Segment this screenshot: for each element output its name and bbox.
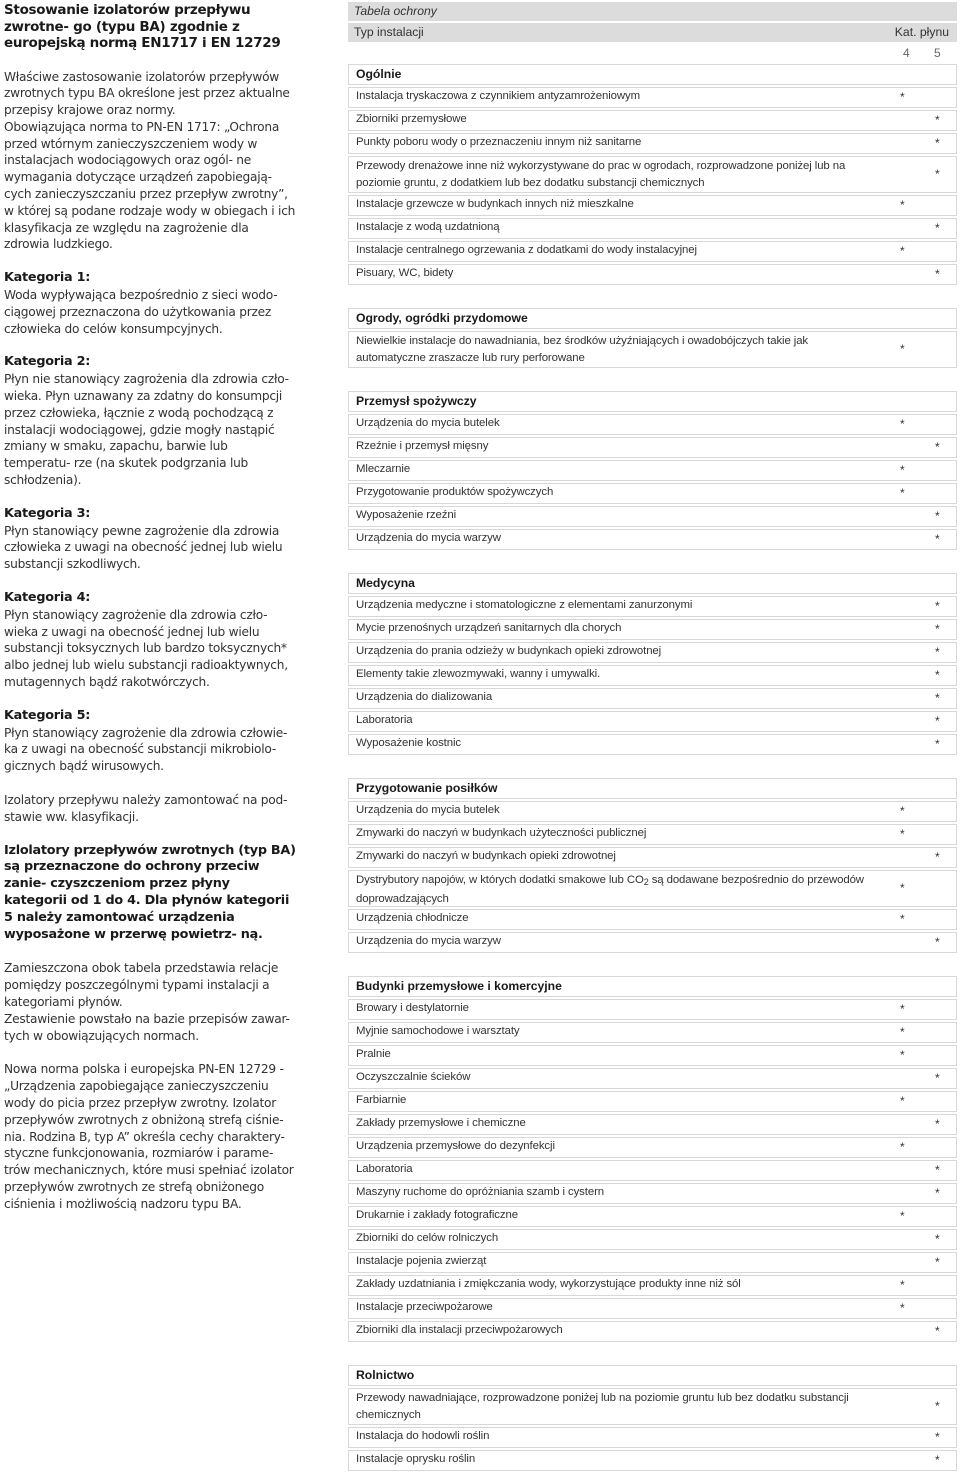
installation-type: Instalacje przeciwpożarowe: [356, 1301, 493, 1313]
table-row: [348, 1091, 957, 1112]
category-marker: *: [900, 463, 905, 477]
column-fluid-category: Kat. płynu: [894, 25, 949, 39]
category-marker: *: [900, 90, 905, 104]
category-5-title: Kategoria 5:: [4, 707, 91, 723]
installation-type: Urządzenia do mycia warzyw: [356, 532, 501, 544]
table-row: [348, 1427, 957, 1448]
category-marker: *: [935, 668, 940, 682]
category-marker: *: [935, 1071, 940, 1085]
section-heading: Ogólnie: [348, 64, 957, 85]
table-row: [348, 218, 957, 239]
table-row: [348, 688, 957, 709]
category-marker: *: [935, 532, 940, 546]
table-section: [348, 64, 957, 285]
table-row: [348, 909, 957, 930]
installation-type: Instalacja do hodowli roślin: [356, 1430, 490, 1442]
table-row: [348, 711, 957, 732]
category-marker: *: [900, 1048, 905, 1062]
category-marker: *: [900, 1094, 905, 1108]
installation-type: Drukarnie i zakłady fotograficzne: [356, 1209, 518, 1221]
table-row: [348, 870, 957, 907]
category-marker: *: [935, 1453, 940, 1467]
installation-type: Urządzenia do mycia butelek: [356, 804, 500, 816]
installation-type: Przygotowanie produktów spożywczych: [356, 486, 554, 498]
section-gap: [348, 1344, 957, 1365]
table-section: [348, 1365, 957, 1471]
installation-type: Instalacje centralnego ogrzewania z dodatkami do wody instalacyjnej: [356, 244, 697, 256]
installation-type: Maszyny ruchome do opróżniania szamb i cystern: [356, 1186, 605, 1198]
table-row: [348, 414, 957, 435]
table-row: [348, 156, 957, 193]
usage-bold-paragraph: Izlolatory przepływów zwrotnych (typ BA) są przeznaczone do ochrony przeciw zanie- czyszczeniom przez płyny kategorii od 1 do 4. Dla płynów kategorii 5 należy zamontować urządzenia wyposażone w przerwę powietrz- ną.: [4, 842, 296, 942]
installation-type: Myjnie samochodowe i warsztaty: [356, 1025, 520, 1037]
table-row: [348, 999, 957, 1020]
category-marker: *: [900, 486, 905, 500]
category-2-title: Kategoria 2:: [4, 354, 91, 370]
table-row: [348, 1321, 957, 1342]
category-marker: *: [935, 1186, 940, 1200]
installation-type: Pisuary, WC, bidety: [356, 267, 454, 279]
installation-type: Mleczarnie: [356, 463, 411, 475]
table-row: [348, 437, 957, 458]
category-4-text: Płyn stanowiący zagrożenie dla zdrowia czło- wieka z uwagi na obecność jednej lub wielu substancji toksycznych lub bardzo toksycznych* albo jednej lub wielu substancji radioaktywnych, mutagennych bądź rakotwórczych.: [4, 607, 288, 689]
category-marker: *: [900, 1002, 905, 1016]
category-2-text: Płyn nie stanowiący zagrożenia dla zdrowia czło- wieka. Płyn uznawany za zdatny do konsumpcji przez człowieka, łącznie z wodą pochodzącą z instalacji wodociągowej, gdzie mogły nastąpić zmiany w smaku, zapachu, barwie lub temperatu- rze (na skutek podgrzania lub schłodzenia).: [4, 372, 289, 488]
category-marker: *: [935, 1255, 940, 1269]
table-row: [348, 1183, 957, 1204]
category-marker: *: [900, 804, 905, 818]
intro-paragraph: Właściwe zastosowanie izolatorów przepływów zwrotnych typu BA określone jest przez aktualne przepisy krajowe oraz normy.: [4, 69, 290, 118]
table-title: Tabela ochrony: [348, 2, 957, 21]
category-marker: *: [900, 1209, 905, 1223]
category-marker: *: [935, 267, 940, 281]
table-row: [348, 1160, 957, 1181]
subscript-2: 2: [643, 877, 649, 887]
category-marker: *: [900, 417, 905, 431]
category-marker: *: [900, 1140, 905, 1154]
table-row: [348, 665, 957, 686]
section-heading: Rolnictwo: [348, 1365, 957, 1386]
table-row: [348, 506, 957, 527]
category-marker: *: [935, 1324, 940, 1338]
installation-type: Laboratoria: [356, 714, 413, 726]
section-gap: [348, 552, 957, 573]
new-norm-paragraph: Nowa norma polska i europejska PN-EN 12729 - „Urządzenia zapobiegające zanieczyszczeniu wody do picia przez przepływ zwrotny. Izolator przepływów zwrotnych z obniżoną strefą ciśnie- nia. Rodzina B, typ A” określa cechy charaktery- styczne funkcjonowania, rozmiarów i parame- trów mechanicznych, które musi spełniać izolator przepływów zwrotnych ze strefą obniżonego ciśnienia i możliwością nadzoru typu BA.: [4, 1062, 294, 1211]
table-row: [348, 1388, 957, 1425]
installation-type: Laboratoria: [356, 1163, 413, 1175]
category-marker: *: [900, 244, 905, 258]
table-note-2: Zestawienie powstało na bazie przepisów zawar- tych w obowiązujących normach.: [4, 1011, 290, 1043]
table-row: [348, 1275, 957, 1296]
installation-type: Zmywarki do naczyń w budynkach użyteczności publicznej: [356, 827, 647, 839]
table-row: [348, 619, 957, 640]
installation-type: Urządzenia do prania odzieży w budynkach opieki zdrowotnej: [356, 645, 662, 657]
table-row: [348, 932, 957, 953]
category-marker: *: [935, 509, 940, 523]
installation-type: Urządzenia do mycia butelek: [356, 417, 500, 429]
category-4-title: Kategoria 4:: [4, 590, 91, 606]
table-row: [348, 734, 957, 755]
column-cat-4: 4: [903, 46, 910, 60]
table-row: [348, 1137, 957, 1158]
category-marker: *: [900, 912, 905, 926]
installation-type: Instalacje z wodą uzdatnioną: [356, 221, 500, 233]
table-row: [348, 824, 957, 845]
table-section: [348, 391, 957, 550]
installation-type: Zbiorniki dla instalacji przeciwpożarowych: [356, 1324, 563, 1336]
section-heading: Ogrody, ogródki przydomowe: [348, 308, 957, 329]
table-row: [348, 847, 957, 868]
installation-type: Urządzenia medyczne i stomatologiczne z elementami zanurzonymi: [356, 599, 693, 611]
category-marker: *: [935, 440, 940, 454]
table-row: [348, 264, 957, 285]
category-marker: *: [935, 1117, 940, 1131]
category-1-title: Kategoria 1:: [4, 270, 91, 286]
installation-type: Mycie przenośnych urządzeń sanitarnych dla chorych: [356, 622, 622, 634]
category-marker: *: [900, 881, 905, 895]
table-row: [348, 1068, 957, 1089]
category-marker: *: [900, 827, 905, 841]
table-row: [348, 331, 957, 368]
installation-type: Dystrybutory napojów, w których dodatki smakowe lub $CO_2$ są dodawane bezpośrednio do przewodów doprowadzających: [356, 874, 864, 905]
category-marker: *: [935, 1430, 940, 1444]
installation-type: Rzeźnie i przemysł mięsny: [356, 440, 489, 452]
installation-type: Browary i destylatornie: [356, 1002, 469, 1014]
installation-type: Urządzenia do dializowania: [356, 691, 493, 703]
installation-type: Instalacja tryskaczowa z czynnikiem antyzamrożeniowym: [356, 90, 640, 102]
protection-table: [348, 2, 957, 1473]
installation-type: Pralnie: [356, 1048, 391, 1060]
section-gap: [348, 955, 957, 976]
install-note: Izolatory przepływu należy zamontować na pod- stawie ww. klasyfikacji.: [4, 792, 288, 824]
category-5-text: Płyn stanowiący zagrożenie dla zdrowia człowie- ka z uwagi na obecność substancji mikrobiolo- gicznych bądź wirusowych.: [4, 725, 288, 774]
installation-type: Farbiarnie: [356, 1094, 407, 1106]
category-3-title: Kategoria 3:: [4, 505, 91, 521]
column-installation-type: Typ instalacji: [354, 25, 424, 39]
installation-type: Zmywarki do naczyń w budynkach opieki zdrowotnej: [356, 850, 616, 862]
category-marker: *: [935, 1399, 940, 1413]
installation-type: Zbiorniki przemysłowe: [356, 113, 467, 125]
category-marker: *: [935, 1163, 940, 1177]
installation-type: Urządzenia do mycia warzyw: [356, 935, 501, 947]
section-heading: Budynki przemysłowe i komercyjne: [348, 976, 957, 997]
installation-type: Zakłady przemysłowe i chemiczne: [356, 1117, 526, 1129]
table-row: [348, 642, 957, 663]
installation-type: Punkty poboru wody o przeznaczeniu innym niż sanitarne: [356, 136, 642, 148]
installation-type: Wyposażenie kostnic: [356, 737, 461, 749]
category-marker: *: [935, 167, 940, 181]
table-row: [348, 1252, 957, 1273]
category-marker: *: [900, 1301, 905, 1315]
table-row: [348, 460, 957, 481]
category-marker: *: [935, 136, 940, 150]
table-note-1: Zamieszczona obok tabela przedstawia relacje pomiędzy poszczególnymi typami instalacji a kategoriami płynów.: [4, 961, 279, 1009]
section-gap: [348, 370, 957, 391]
installation-type: Wyposażenie rzeźni: [356, 509, 457, 521]
table-row: [348, 87, 957, 108]
category-3-text: Płyn stanowiący pewne zagrożenie dla zdrowia człowieka z uwagi na obecność jednej lub wielu substancji szkodliwych.: [4, 523, 283, 572]
table-row: [348, 1022, 957, 1043]
table-row: [348, 241, 957, 262]
installation-type: Instalacje oprysku roślin: [356, 1453, 476, 1465]
table-section: [348, 308, 957, 368]
table-row: [348, 1114, 957, 1135]
category-marker: *: [935, 622, 940, 636]
installation-type: Zakłady uzdatniania i zmiękczania wody, wykorzystujące produkty inne niż sól: [356, 1278, 741, 1290]
installation-type: Elementy takie zlewozmywaki, wanny i umywalki.: [356, 668, 601, 680]
norm-paragraph: Obowiązująca norma to PN-EN 1717: „Ochrona przed wtórnym zanieczyszczeniem wody w instalacjach wodociągowych oraz ogól- ne wymagania dotyczące urządzeń zapobiegają- cych zanieczyszczaniu przez przepływ zwrotny”, w której są podane rodzaje wody w obiegach i ich klasyfikacja ze względu na zagrożenie dla zdrowia ludzkiego.: [4, 119, 296, 252]
installation-type: Przewody drenażowe inne niż wykorzystywane do prac w ogrodach, rozprowadzone poniżej lub na poziomie gruntu, z dodatkiem lub bez dodatku substancji chemicznych: [356, 160, 846, 189]
table-sections: [348, 64, 957, 1471]
category-marker: *: [935, 691, 940, 705]
page-heading: Stosowanie izolatorów przepływu zwrotne- go (typu BA) zgodnie z europejską normą EN1717 i EN 12729: [4, 2, 281, 51]
category-marker: *: [935, 599, 940, 613]
table-row: [348, 1045, 957, 1066]
category-marker: *: [935, 113, 940, 127]
installation-type: Niewielkie instalacje do nawadniania, bez środków użyźniających i owadobójczych takie jak automatyczne zraszacze lub rury perforowane: [356, 335, 809, 364]
section-heading: Przygotowanie posiłków: [348, 778, 957, 799]
table-section: [348, 573, 957, 755]
installation-type: Urządzenia chłodnicze: [356, 912, 469, 924]
section-gap: [348, 287, 957, 308]
table-row: [348, 1450, 957, 1471]
installation-type: Urządzenia przemysłowe do dezynfekcji: [356, 1140, 555, 1152]
category-marker: *: [900, 1025, 905, 1039]
installation-type: Zbiorniki do celów rolniczych: [356, 1232, 499, 1244]
table-row: [348, 801, 957, 822]
category-marker: *: [935, 221, 940, 235]
table-row: [348, 1229, 957, 1250]
category-marker: *: [935, 737, 940, 751]
section-heading: Przemysł spożywczy: [348, 391, 957, 412]
section-heading: Medycyna: [348, 573, 957, 594]
table-row: [348, 483, 957, 504]
left-column: [4, 2, 296, 1213]
installation-type: Instalacje grzewcze w budynkach innych niż mieszkalne: [356, 198, 634, 210]
category-columns: [348, 42, 957, 64]
table-section: [348, 976, 957, 1342]
category-marker: *: [900, 342, 905, 356]
category-marker: *: [935, 714, 940, 728]
category-1-text: Woda wypływająca bezpośrednio z sieci wodo- ciągowej przeznaczona do użytkowania przez człowieka do celów konsumpcyjnych.: [4, 288, 278, 336]
table-section: [348, 778, 957, 953]
table-row: [348, 529, 957, 550]
category-marker: *: [935, 935, 940, 949]
category-marker: *: [935, 1232, 940, 1246]
installation-type: Oczyszczalnie ścieków: [356, 1071, 471, 1083]
table-row: [348, 195, 957, 216]
table-row: [348, 133, 957, 154]
category-marker: *: [900, 1278, 905, 1292]
category-marker: *: [900, 198, 905, 212]
installation-type: Przewody nawadniające, rozprowadzone poniżej lub na poziomie gruntu lub bez dodatku substancji chemicznych: [356, 1392, 849, 1421]
column-cat-5: 5: [934, 46, 941, 60]
table-header: [348, 23, 957, 42]
table-row: [348, 1206, 957, 1227]
installation-type: Instalacje pojenia zwierząt: [356, 1255, 487, 1267]
category-marker: *: [935, 645, 940, 659]
section-gap: [348, 757, 957, 778]
table-row: [348, 110, 957, 131]
category-marker: *: [935, 850, 940, 864]
table-row: [348, 1298, 957, 1319]
table-row: [348, 596, 957, 617]
